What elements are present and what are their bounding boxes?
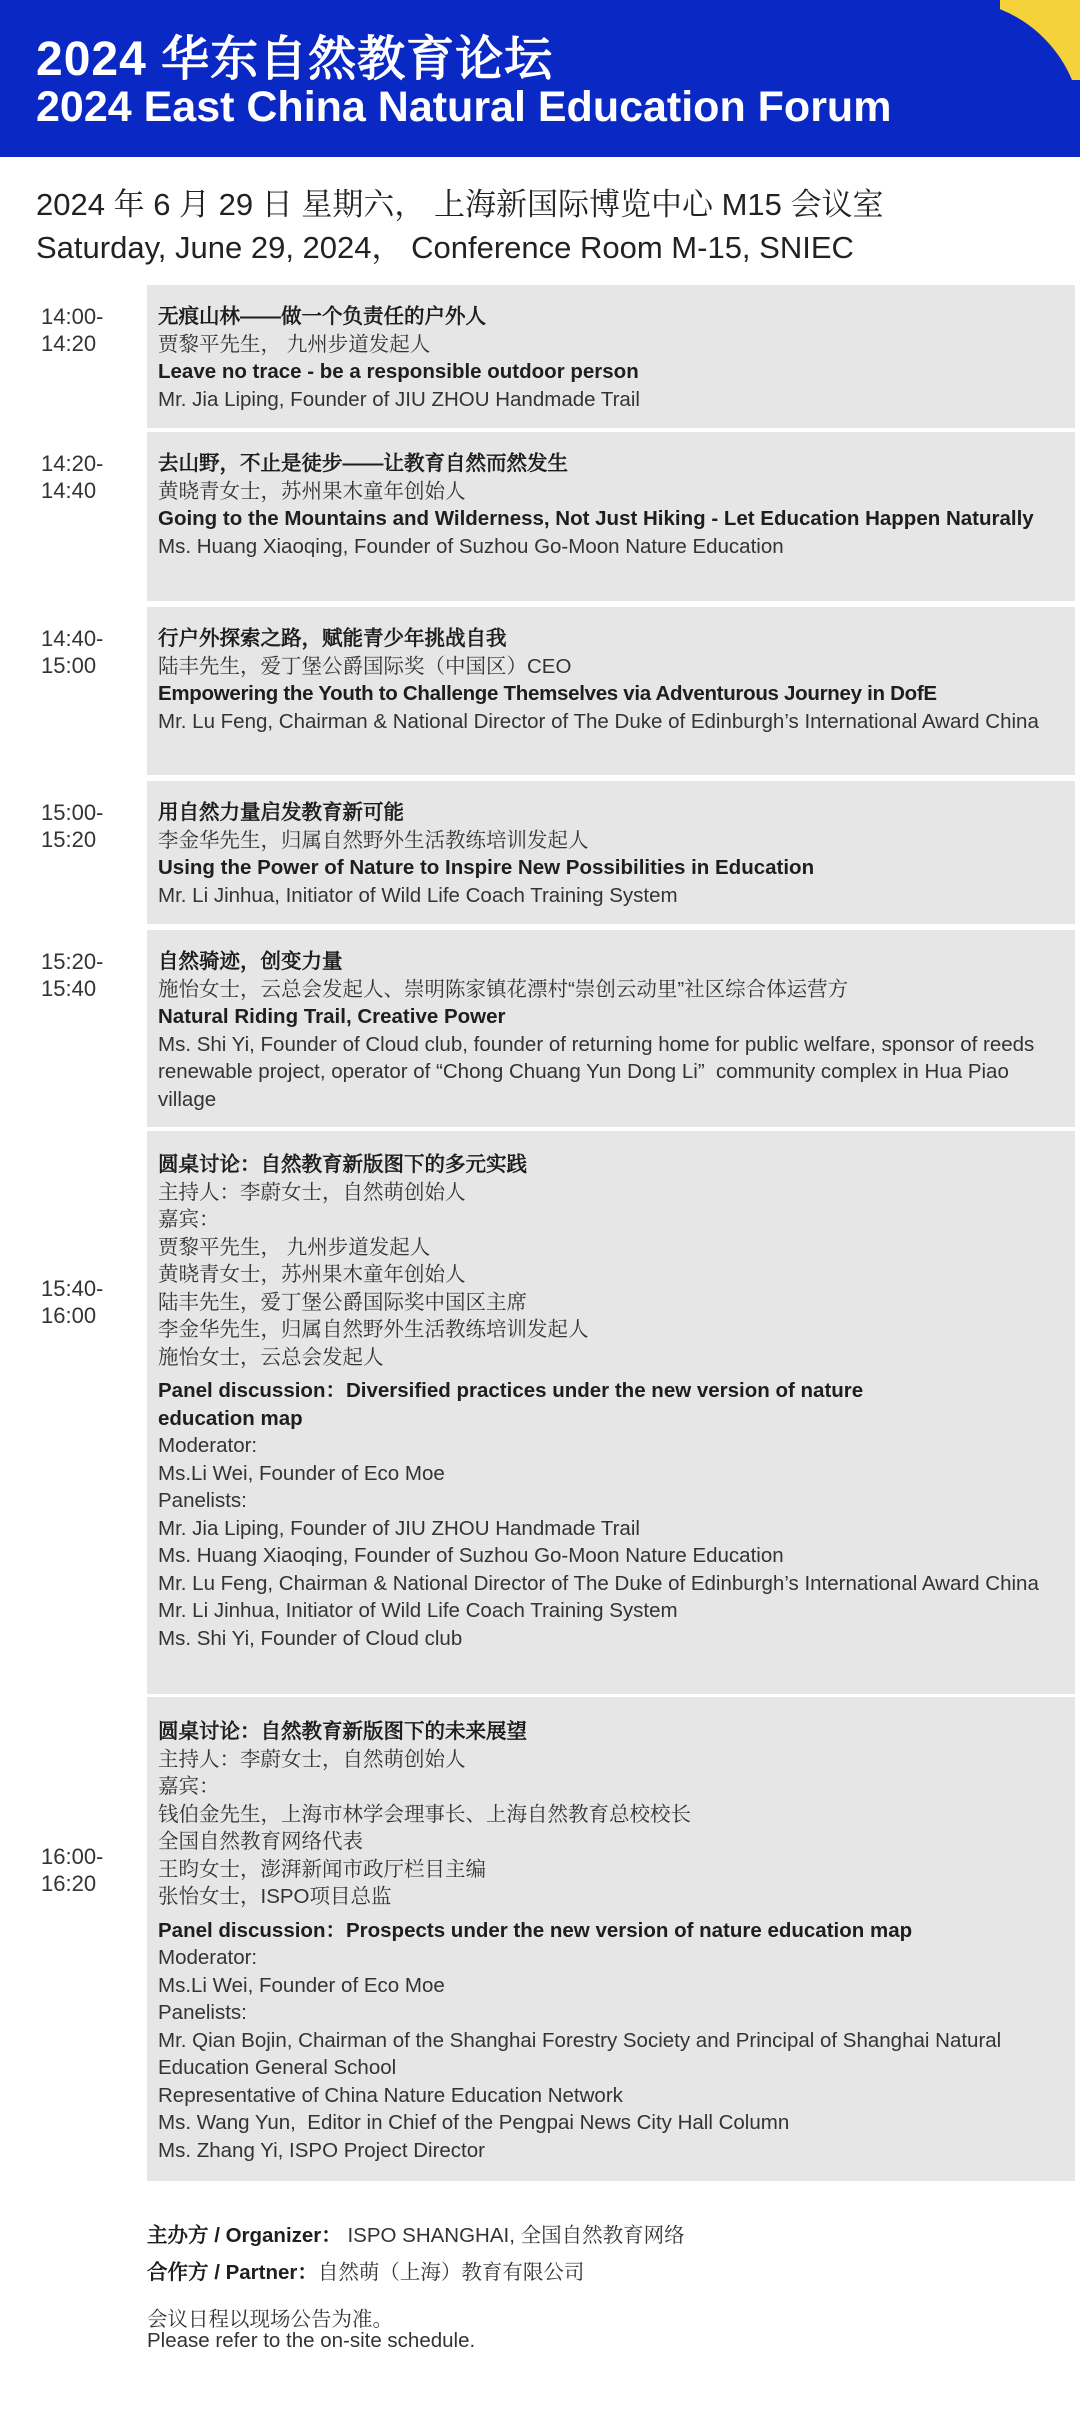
speaker-en: Mr. Jia Liping, Founder of JIU ZHOU Handmade Trail <box>158 387 640 411</box>
panelist-en: Mr. Li Jinhua, Initiator of Wild Life Coach Training System <box>158 1599 678 1622</box>
speaker-cn: 贾黎平先生， 九州步道发起人 <box>158 332 431 356</box>
guest-cn: 贾黎平先生， 九州步道发起人 <box>158 1235 431 1259</box>
time-end: 14:20 <box>41 331 97 356</box>
time-start: 14:20- <box>41 451 104 476</box>
session-title-cn: 无痕山林——做一个负责任的户外人 <box>158 305 486 328</box>
session-title-en: Leave no trace - be a responsible outdoor person <box>158 360 639 383</box>
time-end: 15:40 <box>41 976 97 1001</box>
panel-title-cn: 圆桌讨论：自然教育新版图下的未来展望 <box>158 1720 527 1743</box>
organizer-value: ISPO SHANGHAI, 全国自然教育网络 <box>341 2224 685 2247</box>
moderator-label-en: Moderator: <box>158 1946 258 1969</box>
speaker-en: Ms. Huang Xiaoqing, Founder of Suzhou Go-Moon Nature Education <box>158 534 784 558</box>
panel-title-en: Panel discussion：Diversified practices under the new version of nature education map <box>158 1379 869 1430</box>
guest-cn: 李金华先生，归属自然野外生活教练培训发起人 <box>158 1318 589 1341</box>
session-time <box>41 948 103 1002</box>
guest-cn: 钱伯金先生，上海市林学会理事长、上海自然教育总校校长 <box>158 1802 691 1826</box>
panelists-label-en: Panelists: <box>158 2001 247 2024</box>
partner-value: 自然萌（上海）教育有限公司 <box>317 2261 585 2284</box>
speaker-en: Ms. Shi Yi, Founder of Cloud club, founder of returning home for public welfare, sponsor of reeds renewable project, operator of “Chong Chuang Yun Dong Li” community complex in Hua Piao village <box>158 1032 1040 1111</box>
panelist-en: Mr. Jia Liping, Founder of JIU ZHOU Handmade Trail <box>158 1516 640 1540</box>
time-start: 14:00- <box>41 304 104 329</box>
session-title-en: Going to the Mountains and Wilderness, Not Just Hiking - Let Education Happen Naturally <box>158 507 1034 530</box>
organizer-label: 主办方 / Organizer： <box>147 2224 342 2247</box>
time-start: 15:00- <box>41 800 104 825</box>
date-venue-cn: 2024 年 6 月 29 日 星期六， 上海新国际博览中心 M15 会议室 <box>36 187 884 222</box>
guest-cn: 黄晓青女士，苏州果木童年创始人 <box>158 1263 466 1286</box>
panelist-en: Ms. Zhang Yi, ISPO Project Director <box>158 2138 485 2162</box>
moderator-en: Ms.Li Wei, Founder of Eco Moe <box>158 1973 445 1997</box>
session-time <box>41 450 103 504</box>
session-title-en: Natural Riding Trail, Creative Power <box>158 1005 506 1028</box>
session-block <box>147 285 1075 428</box>
guest-cn: 张怡女士，ISPO项目总监 <box>158 1885 392 1908</box>
session-block <box>147 781 1075 924</box>
speaker-cn: 李金华先生，归属自然野外生活教练培训发起人 <box>158 828 589 852</box>
session-time <box>41 625 103 679</box>
session-title-cn: 行户外探索之路，赋能青少年挑战自我 <box>158 627 507 650</box>
session-time <box>41 303 103 357</box>
session-title-cn: 去山野，不止是徒步——让教育自然而然发生 <box>158 452 568 475</box>
moderator-label-en: Moderator: <box>158 1434 258 1457</box>
session-block <box>147 607 1075 775</box>
time-end: 15:20 <box>41 827 97 852</box>
guest-cn: 陆丰先生，爱丁堡公爵国际奖中国区主席 <box>158 1290 527 1314</box>
forum-title-en: 2024 East China Natural Education Forum <box>36 83 892 131</box>
panel-block <box>147 1697 1075 2181</box>
organizer-line <box>147 2218 685 2248</box>
guests-label-cn: 嘉宾： <box>158 1208 220 1231</box>
panelist-en: Mr. Qian Bojin, Chairman of the Shanghai Forestry Society and Principal of Shanghai Natural Education General School <box>158 2028 1007 2079</box>
time-start: 15:20- <box>41 949 104 974</box>
date-venue-en: Saturday, June 29, 2024， Conference Room M-15, SNIEC <box>36 230 854 265</box>
time-end: 16:00 <box>41 1303 97 1328</box>
session-block <box>147 930 1075 1127</box>
panelist-en: Mr. Lu Feng, Chairman & National Director of The Duke of Edinburgh’s International Award China <box>158 1571 1039 1595</box>
moderator-en: Ms.Li Wei, Founder of Eco Moe <box>158 1461 445 1485</box>
forum-title-cn: 2024 华东自然教育论坛 <box>36 33 554 86</box>
notice-en: Please refer to the on-site schedule. <box>147 2329 476 2352</box>
time-end: 16:20 <box>41 1871 97 1896</box>
notice-cn: 会议日程以现场公告为准。 <box>147 2308 393 2331</box>
session-title-cn: 自然骑迹，创变力量 <box>158 950 343 973</box>
speaker-en: Mr. Lu Feng, Chairman & National Director of The Duke of Edinburgh’s International Award China <box>158 709 1039 733</box>
panelist-en: Representative of China Nature Education Network <box>158 2083 623 2107</box>
speaker-en: Mr. Li Jinhua, Initiator of Wild Life Coach Training System <box>158 883 678 907</box>
session-time <box>41 799 103 853</box>
moderator-cn: 主持人：李蔚女士，自然萌创始人 <box>158 1747 466 1771</box>
header-banner <box>0 0 1080 157</box>
guests-label-cn: 嘉宾： <box>158 1775 220 1798</box>
speaker-cn: 黄晓青女士，苏州果木童年创始人 <box>158 479 466 503</box>
time-start: 14:40- <box>41 626 104 651</box>
speaker-cn: 施怡女士，云总会发起人、崇明陈家镇花漂村“崇创云动里”社区综合体运营方 <box>158 977 849 1001</box>
time-start: 15:40- <box>41 1276 104 1301</box>
time-start: 16:00- <box>41 1844 104 1869</box>
panelists-label-en: Panelists: <box>158 1489 247 1512</box>
panelist-en: Ms. Shi Yi, Founder of Cloud club <box>158 1626 463 1650</box>
time-end: 14:40 <box>41 478 97 503</box>
partner-label: 合作方 / Partner： <box>147 2261 318 2284</box>
panelist-en: Ms. Wang Yun, Editor in Chief of the Pengpai News City Hall Column <box>158 2111 790 2134</box>
panel-time <box>41 1275 103 1329</box>
panel-title-cn: 圆桌讨论：自然教育新版图下的多元实践 <box>158 1153 527 1176</box>
session-title-en: Using the Power of Nature to Inspire New Possibilities in Education <box>158 856 815 879</box>
time-end: 15:00 <box>41 653 97 678</box>
session-title-cn: 用自然力量启发教育新可能 <box>158 801 404 824</box>
session-title-en: Empowering the Youth to Challenge Themselves via Adventurous Journey in DofE <box>158 682 937 705</box>
guest-cn: 全国自然教育网络代表 <box>158 1830 363 1853</box>
panel-block <box>147 1131 1075 1694</box>
partner-line <box>147 2255 584 2285</box>
guest-cn: 王昀女士，澎湃新闻市政厅栏目主编 <box>158 1857 486 1881</box>
panel-title-en: Panel discussion：Prospects under the new version of nature education map <box>158 1918 913 1942</box>
moderator-cn: 主持人：李蔚女士，自然萌创始人 <box>158 1180 466 1204</box>
speaker-cn: 陆丰先生，爱丁堡公爵国际奖（中国区）CEO <box>158 654 572 678</box>
guest-cn: 施怡女士，云总会发起人 <box>158 1345 384 1369</box>
panelist-en: Ms. Huang Xiaoqing, Founder of Suzhou Go-Moon Nature Education <box>158 1544 784 1567</box>
session-block <box>147 432 1075 601</box>
panel-time <box>41 1843 103 1897</box>
